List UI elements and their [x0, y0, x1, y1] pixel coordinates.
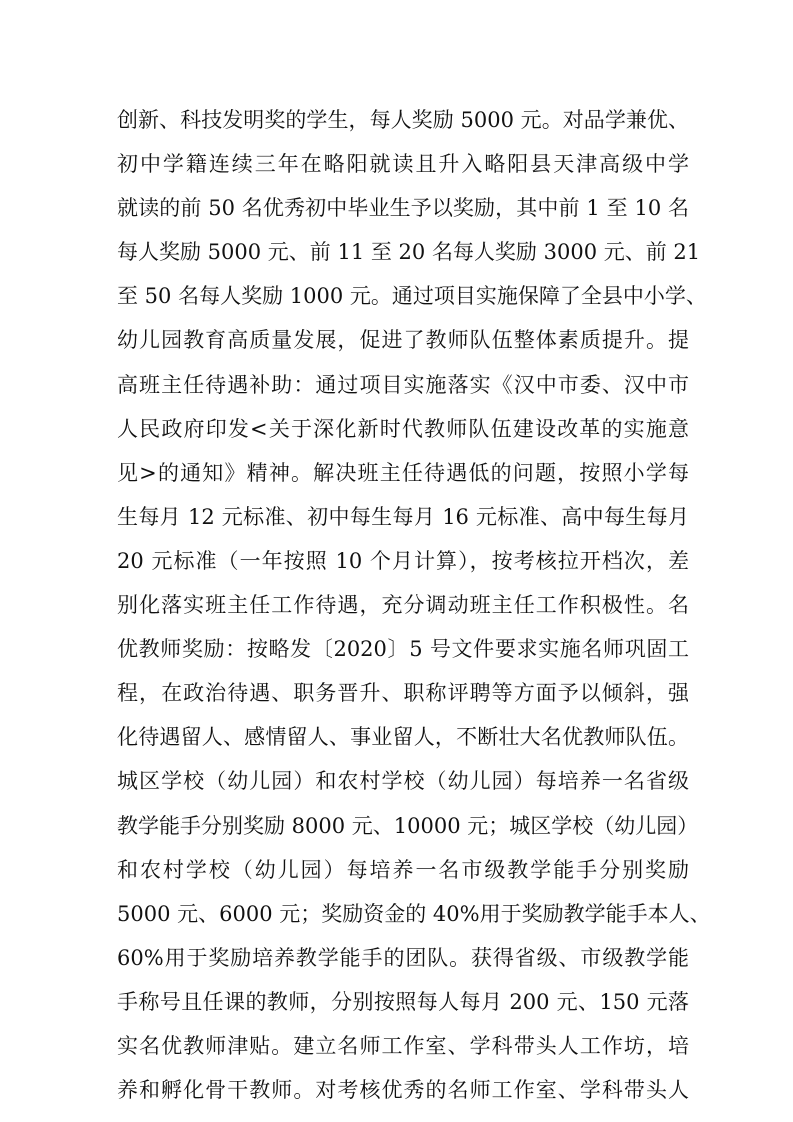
text-line: 幼儿园教育高质量发展，促进了教师队伍整体素质提升。提 [117, 328, 689, 353]
text-line: 城区学校（幼儿园）和农村学校（幼儿园）每培养一名省级 [117, 769, 689, 794]
text-line: 20 元标准（一年按照 10 个月计算），按考核拉开档次，差 [117, 548, 689, 573]
text-line: 每人奖励 5000 元、前 11 至 20 名每人奖励 3000 元、前 21 [117, 240, 701, 265]
text-line: 和农村学校（幼儿园）每培养一名市级教学能手分别奖励 [117, 857, 689, 882]
text-line: 人民政府印发<关于深化新时代教师队伍建设改革的实施意 [117, 416, 689, 441]
text-line: 养和孵化骨干教师。对考核优秀的名师工作室、学科带头人 [117, 1078, 689, 1103]
text-line: 程，在政治待遇、职务晋升、职称评聘等方面予以倾斜，强 [117, 681, 689, 706]
text-line: 优教师奖励：按略发〔2020〕5 号文件要求实施名师巩固工 [117, 637, 689, 662]
text-line: 就读的前 50 名优秀初中毕业生予以奖励，其中前 1 至 10 名 [117, 196, 689, 221]
text-line: 60%用于奖励培养教学能手的团队。获得省级、市级教学能 [117, 945, 689, 970]
text-line: 5000 元、6000 元；奖励资金的 40%用于奖励教学能手本人、 [117, 901, 711, 926]
text-line: 高班主任待遇补助：通过项目实施落实《汉中市委、汉中市 [117, 372, 689, 397]
text-line: 别化落实班主任工作待遇，充分调动班主任工作积极性。名 [117, 593, 689, 618]
text-line: 至 50 名每人奖励 1000 元。通过项目实施保障了全县中小学、 [117, 284, 707, 309]
text-line: 生每月 12 元标准、初中每生每月 16 元标准、高中每生每月 [117, 504, 689, 529]
text-line: 见>的通知》精神。解决班主任待遇低的问题，按照小学每 [117, 460, 689, 485]
text-line: 实名优教师津贴。建立名师工作室、学科带头人工作坊，培 [117, 1033, 689, 1058]
text-line: 化待遇留人、感情留人、事业留人，不断壮大名优教师队伍。 [117, 725, 689, 750]
text-line: 创新、科技发明奖的学生，每人奖励 5000 元。对品学兼优、 [117, 108, 689, 132]
text-line: 教学能手分别奖励 8000 元、10000 元；城区学校（幼儿园） [117, 813, 699, 838]
body-text [117, 98, 711, 1112]
text-line: 初中学籍连续三年在略阳就读且升入略阳县天津高级中学 [117, 152, 689, 177]
text-line: 手称号且任课的教师，分别按照每人每月 200 元、150 元落 [117, 989, 689, 1014]
